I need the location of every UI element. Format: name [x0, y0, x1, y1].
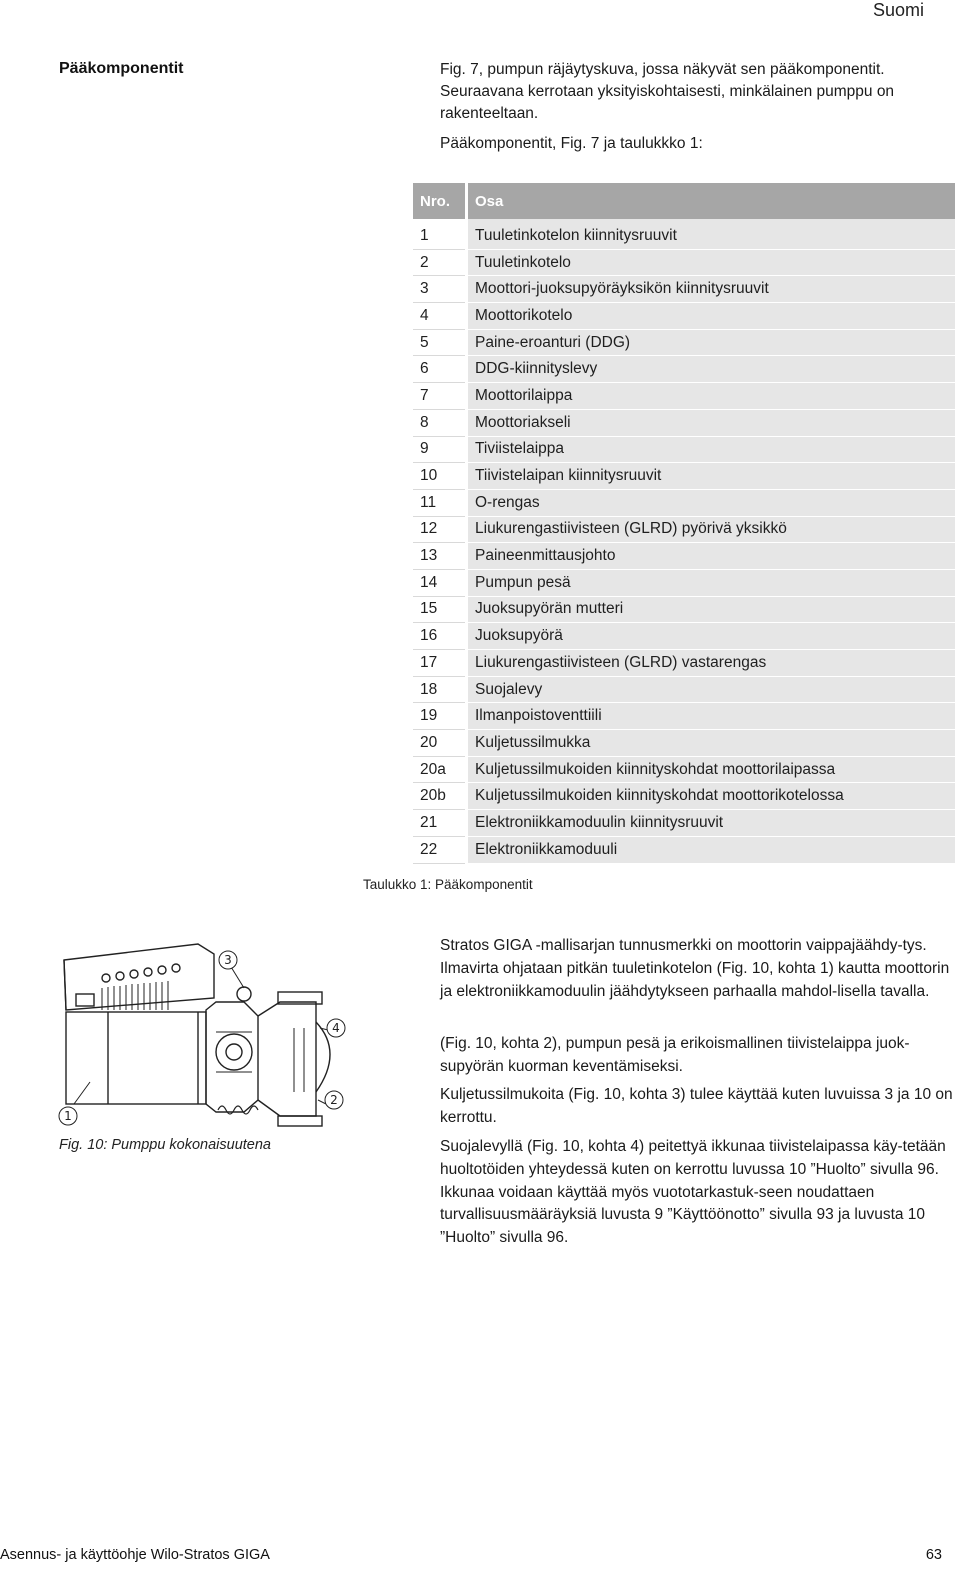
section-heading: Pääkomponentit: [59, 60, 184, 77]
callout-3: 3: [224, 953, 232, 967]
table-row: [413, 436, 955, 463]
cell-osa: Elektroniikkamoduulin kiinnitysruuvit: [467, 810, 956, 837]
table-row: [413, 623, 955, 650]
cell-osa: Kuljetussilmukoiden kiinnityskohdat moottorikotelossa: [467, 783, 956, 810]
header-nro: Nro.: [413, 183, 467, 219]
cell-nro: 8: [413, 409, 467, 436]
cell-osa: Tiivistelaipan kiinnitysruuvit: [467, 463, 956, 490]
cell-osa: O-rengas: [467, 489, 956, 516]
cell-osa: Tuuletinkotelon kiinnitysruuvit: [467, 219, 956, 249]
cell-osa: Moottoriakseli: [467, 409, 956, 436]
cell-osa: Tiviistelaippa: [467, 436, 956, 463]
table-row: [413, 463, 955, 490]
cell-nro: 11: [413, 489, 467, 516]
intro-table-reference: Pääkomponentit, Fig. 7 ja taulukkko 1:: [440, 135, 703, 152]
cell-osa: DDG-kiinnityslevy: [467, 356, 956, 383]
cell-osa: Kuljetussilmukoiden kiinnityskohdat moottorilaipassa: [467, 756, 956, 783]
table-row: [413, 676, 955, 703]
cell-osa: Pumpun pesä: [467, 569, 956, 596]
components-table: [413, 183, 955, 864]
language-label: Suomi: [872, 0, 924, 20]
cell-nro: 1: [413, 219, 467, 249]
cell-osa: Paineenmittausjohto: [467, 543, 956, 570]
table-row: [413, 836, 955, 863]
table-row: [413, 303, 955, 330]
intro-paragraph: Fig. 7, pumpun räjäytyskuva, jossa näkyvät sen pääkomponentit. Seuraavana kerrotaan yksityiskohtaisesti, minkälainen pumppu on rakenteeltaan.: [440, 61, 895, 122]
cell-nro: 20a: [413, 756, 467, 783]
cell-nro: 6: [413, 356, 467, 383]
cell-nro: 5: [413, 329, 467, 356]
table-row: [413, 489, 955, 516]
page-number: 63: [925, 1547, 942, 1563]
table-row: [413, 249, 955, 276]
table-row: [413, 383, 955, 410]
table-row: [413, 543, 955, 570]
cell-nro: 19: [413, 703, 467, 730]
cell-osa: Tuuletinkotelo: [467, 249, 956, 276]
cell-osa: Kuljetussilmukka: [467, 730, 956, 757]
body-paragraph-housing: (Fig. 10, kohta 2), pumpun pesä ja erikoismallinen tiivistelaippa juok-supyörän kuorman keventämiseksi.: [440, 1035, 910, 1075]
cell-osa: Ilmanpoistoventtiili: [467, 703, 956, 730]
callout-2: 2: [330, 1093, 338, 1107]
cell-nro: 9: [413, 436, 467, 463]
cell-osa: Liukurengastiivisteen (GLRD) pyörivä yksikkö: [467, 516, 956, 543]
cell-nro: 10: [413, 463, 467, 490]
table-row: [413, 596, 955, 623]
figure-caption: Fig. 10: Pumppu kokonaisuutena: [59, 1137, 271, 1153]
cell-nro: 14: [413, 569, 467, 596]
cell-osa: Suojalevy: [467, 676, 956, 703]
table-row: [413, 409, 955, 436]
table-row: [413, 730, 955, 757]
cell-nro: 4: [413, 303, 467, 330]
table-row: [413, 276, 955, 303]
cell-nro: 16: [413, 623, 467, 650]
body-paragraph-cooling: Stratos GIGA -mallisarjan tunnusmerkki on moottorin vaippajäähdy-tys. Ilmavirta ohjataan pitkän tuuletinkotelon (Fig. 10, kohta 1) kautta moottorin ja elektroniikkamoduulin jäähdytykseen parhaalla mahdol-lisella tavalla.: [440, 937, 950, 1000]
pump-figure: [48, 932, 368, 1132]
table-row: [413, 569, 955, 596]
table-row: [413, 329, 955, 356]
body-paragraph-transport: Kuljetussilmukoita (Fig. 10, kohta 3) tulee käyttää kuten luvuissa 3 ja 10 on kerrottu.: [440, 1086, 953, 1126]
pump-housing-shape: [258, 1002, 316, 1116]
cell-osa: Juoksupyörä: [467, 623, 956, 650]
table-row: [413, 810, 955, 837]
table-row: [413, 356, 955, 383]
cell-osa: Elektroniikkamoduuli: [467, 836, 956, 863]
cell-nro: 13: [413, 543, 467, 570]
table-row: [413, 703, 955, 730]
cell-osa: Juoksupyörän mutteri: [467, 596, 956, 623]
table-row: [413, 219, 955, 249]
table-row: [413, 516, 955, 543]
cell-osa: Moottorikotelo: [467, 303, 956, 330]
cell-osa: Liukurengastiivisteen (GLRD) vastarengas: [467, 650, 956, 677]
body-paragraph-protection-plate: Suojalevyllä (Fig. 10, kohta 4) peitettyä ikkunaa tiivistelaipassa käy-tetään huoltotöiden yhteydessä kuten on kerrottu luvussa 10 ”Huolto” sivulla 96. Ikkunaa voidaan käyttää myös vuototarkastuk-seen noudattaen turvallisuusmääräyksiä luvusta 9 ”Käyttöönotto” sivulla 93 ja luvusta 10 ”Huolto” sivulla 96.: [440, 1138, 946, 1247]
table-row: [413, 783, 955, 810]
cell-nro: 18: [413, 676, 467, 703]
header-osa: Osa: [467, 183, 956, 219]
cell-nro: 2: [413, 249, 467, 276]
cell-nro: 7: [413, 383, 467, 410]
table-row: [413, 756, 955, 783]
callout-4: 4: [332, 1021, 340, 1035]
cell-nro: 17: [413, 650, 467, 677]
table-row: [413, 650, 955, 677]
motor-housing-shape: [66, 1012, 206, 1104]
cell-nro: 3: [413, 276, 467, 303]
footer-document-title: Asennus- ja käyttöohje Wilo-Stratos GIGA: [0, 1547, 270, 1563]
cell-osa: Paine-eroanturi (DDG): [467, 329, 956, 356]
table-caption: Taulukko 1: Pääkomponentit: [363, 877, 533, 892]
cell-nro: 20: [413, 730, 467, 757]
callout-1: 1: [64, 1109, 72, 1123]
cell-osa: Moottorilaippa: [467, 383, 956, 410]
cell-nro: 22: [413, 836, 467, 863]
cell-nro: 12: [413, 516, 467, 543]
cell-nro: 15: [413, 596, 467, 623]
table-header-row: [413, 183, 955, 219]
cell-nro: 21: [413, 810, 467, 837]
cell-nro: 20b: [413, 783, 467, 810]
electronics-module-shape: [64, 944, 214, 1010]
cell-osa: Moottori-juoksupyöräyksikön kiinnitysruuvit: [467, 276, 956, 303]
